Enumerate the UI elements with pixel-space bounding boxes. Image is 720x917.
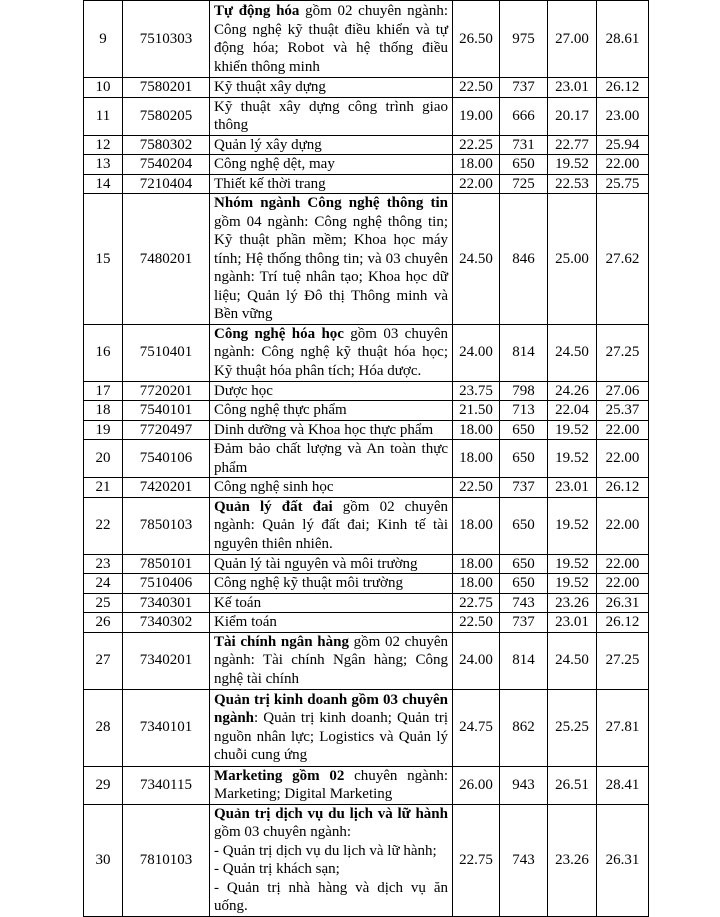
score-cell-2: 666 — [500, 97, 548, 135]
score-cell-1: 22.50 — [453, 613, 500, 633]
score-cell-4: 28.41 — [597, 766, 649, 804]
score-cell-4: 27.62 — [597, 194, 649, 325]
row-number-cell: 25 — [84, 593, 123, 613]
score-cell-2: 846 — [500, 194, 548, 325]
program-code-cell: 7580302 — [123, 135, 210, 155]
program-code-cell: 7340101 — [123, 689, 210, 766]
row-number-cell: 10 — [84, 78, 123, 98]
score-cell-2: 814 — [500, 632, 548, 689]
score-cell-4: 25.75 — [597, 174, 649, 194]
program-name-cell — [210, 478, 453, 498]
score-cell-2: 798 — [500, 381, 548, 401]
table-row — [84, 593, 649, 613]
score-cell-1: 18.00 — [453, 554, 500, 574]
program-name-text: Dinh dưỡng và Khoa học thực phẩm — [214, 421, 434, 438]
program-code-cell: 7720497 — [123, 420, 210, 440]
score-cell-2: 743 — [500, 804, 548, 916]
program-name-cell — [210, 401, 453, 421]
program-code-cell: 7540101 — [123, 401, 210, 421]
row-number-cell: 24 — [84, 574, 123, 594]
score-cell-4: 22.00 — [597, 420, 649, 440]
row-number-cell: 28 — [84, 689, 123, 766]
program-code-cell: 7480201 — [123, 194, 210, 325]
program-code-cell: 7420201 — [123, 478, 210, 498]
table-row — [84, 1, 649, 78]
program-name-cell — [210, 174, 453, 194]
program-name-text: Đảm bảo chất lượng và An toàn thực phẩm — [214, 441, 448, 476]
score-cell-1: 22.75 — [453, 593, 500, 613]
table-row — [84, 478, 649, 498]
program-code-cell: 7850103 — [123, 497, 210, 554]
program-name-text: Quản lý tài nguyên và môi trường — [214, 555, 418, 572]
table-row — [84, 135, 649, 155]
score-cell-3: 23.01 — [548, 478, 597, 498]
program-code-cell: 7720201 — [123, 381, 210, 401]
row-number-cell: 14 — [84, 174, 123, 194]
row-number-cell: 12 — [84, 135, 123, 155]
score-cell-4: 27.25 — [597, 632, 649, 689]
table-row — [84, 574, 649, 594]
score-cell-3: 25.25 — [548, 689, 597, 766]
program-name-text: Kiểm toán — [214, 614, 277, 630]
program-name-text: gồm 03 chuyên ngành: Công nghệ kỹ thuật hóa học; Kỹ thuật hóa phân tích; Hóa dược. — [214, 325, 448, 379]
row-number-cell: 15 — [84, 194, 123, 325]
program-name-cell — [210, 593, 453, 613]
score-cell-3: 22.53 — [548, 174, 597, 194]
program-name-text: Công nghệ kỹ thuật môi trường — [214, 575, 403, 591]
program-name-cell — [210, 1, 453, 78]
program-name-cell — [210, 574, 453, 594]
row-number-cell: 13 — [84, 155, 123, 175]
row-number-cell: 9 — [84, 1, 123, 78]
score-cell-2: 725 — [500, 174, 548, 194]
score-cell-3: 27.00 — [548, 1, 597, 78]
score-cell-4: 26.12 — [597, 78, 649, 98]
score-cell-2: 943 — [500, 766, 548, 804]
score-cell-2: 737 — [500, 478, 548, 498]
table-row — [84, 155, 649, 175]
row-number-cell: 27 — [84, 632, 123, 689]
program-name-text: gồm 04 ngành: Công nghệ thông tin; Kỹ thuật phần mềm; Khoa học máy tính; Hệ thống thông tin; và 03 chuyên ngành: Trí tuệ nhân tạo; Khoa học dữ liệu; Quản lý Đô thị Thông minh và Bền vững — [214, 213, 448, 322]
score-cell-3: 19.52 — [548, 574, 597, 594]
score-cell-1: 24.75 — [453, 689, 500, 766]
program-name-cell — [210, 804, 453, 916]
score-cell-3: 19.52 — [548, 440, 597, 478]
score-cell-1: 22.75 — [453, 804, 500, 916]
score-cell-2: 650 — [500, 440, 548, 478]
row-number-cell: 30 — [84, 804, 123, 916]
score-cell-4: 22.00 — [597, 574, 649, 594]
score-cell-2: 650 — [500, 574, 548, 594]
score-cell-3: 23.26 — [548, 804, 597, 916]
program-name-cell — [210, 78, 453, 98]
program-name-text: Công nghệ dệt, may — [214, 156, 335, 172]
program-code-cell: 7510406 — [123, 574, 210, 594]
score-cell-4: 23.00 — [597, 97, 649, 135]
score-cell-4: 26.31 — [597, 804, 649, 916]
table-row — [84, 440, 649, 478]
score-cell-2: 650 — [500, 497, 548, 554]
table-row — [84, 804, 649, 916]
score-cell-1: 24.00 — [453, 324, 500, 381]
program-name-bold: Quản trị kinh doanh gồm 03 chuyên ngành — [214, 691, 448, 726]
program-code-cell: 7510303 — [123, 1, 210, 78]
score-cell-4: 26.12 — [597, 478, 649, 498]
score-cell-3: 20.17 — [548, 97, 597, 135]
table-row — [84, 632, 649, 689]
program-name-text: Công nghệ sinh học — [214, 479, 334, 495]
score-cell-3: 25.00 — [548, 194, 597, 325]
score-cell-1: 18.00 — [453, 155, 500, 175]
score-cell-1: 23.75 — [453, 381, 500, 401]
score-cell-4: 26.12 — [597, 613, 649, 633]
table-row — [84, 401, 649, 421]
program-code-cell: 7810103 — [123, 804, 210, 916]
program-name-cell — [210, 632, 453, 689]
program-name-cell — [210, 155, 453, 175]
row-number-cell: 11 — [84, 97, 123, 135]
program-name-bold: Quản trị dịch vụ du lịch và lữ hành — [214, 805, 448, 822]
program-name-cell — [210, 554, 453, 574]
score-cell-2: 650 — [500, 155, 548, 175]
program-code-cell: 7340201 — [123, 632, 210, 689]
score-cell-4: 27.25 — [597, 324, 649, 381]
table-row — [84, 174, 649, 194]
table-row — [84, 689, 649, 766]
table-row — [84, 194, 649, 325]
score-cell-2: 862 — [500, 689, 548, 766]
program-name-cell — [210, 497, 453, 554]
program-code-cell: 7510401 — [123, 324, 210, 381]
row-number-cell: 17 — [84, 381, 123, 401]
program-name-text: : Quản trị kinh doanh; Quản trị nguồn nhân lực; Logistics và Quản lý chuỗi cung ứng — [214, 710, 448, 763]
score-cell-2: 814 — [500, 324, 548, 381]
score-cell-4: 22.00 — [597, 155, 649, 175]
program-name-cell — [210, 381, 453, 401]
table-row — [84, 381, 649, 401]
score-cell-4: 22.00 — [597, 497, 649, 554]
score-cell-1: 22.25 — [453, 135, 500, 155]
program-name-text: Công nghệ thực phẩm — [214, 402, 347, 418]
score-cell-4: 26.31 — [597, 593, 649, 613]
score-cell-3: 24.50 — [548, 632, 597, 689]
program-name-text: Quản lý xây dựng — [214, 136, 322, 153]
score-cell-2: 650 — [500, 554, 548, 574]
score-cell-1: 18.00 — [453, 420, 500, 440]
score-cell-4: 25.37 — [597, 401, 649, 421]
row-number-cell: 16 — [84, 324, 123, 381]
score-cell-4: 28.61 — [597, 1, 649, 78]
program-name-text: Kỹ thuật xây dựng công trình giao thông — [214, 98, 448, 133]
score-cell-4: 22.00 — [597, 554, 649, 574]
score-cell-4: 22.00 — [597, 440, 649, 478]
program-name-text: gồm 02 chuyên ngành: Quản lý đất đai; Kinh tế tài nguyên thiên nhiên. — [214, 498, 448, 552]
score-cell-3: 23.26 — [548, 593, 597, 613]
score-cell-1: 26.50 — [453, 1, 500, 78]
score-cell-3: 19.52 — [548, 554, 597, 574]
program-name-text: gồm 02 chuyên ngành: Tài chính Ngân hàng; Công nghệ tài chính — [214, 633, 448, 687]
score-cell-4: 27.06 — [597, 381, 649, 401]
score-cell-3: 23.01 — [548, 78, 597, 98]
row-number-cell: 23 — [84, 554, 123, 574]
table-row — [84, 766, 649, 804]
score-cell-1: 22.50 — [453, 478, 500, 498]
table-row — [84, 420, 649, 440]
row-number-cell: 19 — [84, 420, 123, 440]
table-row — [84, 324, 649, 381]
program-name-cell — [210, 97, 453, 135]
program-code-cell: 7340302 — [123, 613, 210, 633]
program-code-cell: 7580201 — [123, 78, 210, 98]
score-cell-2: 737 — [500, 613, 548, 633]
score-cell-3: 19.52 — [548, 155, 597, 175]
program-name-text: chuyên ngành: Marketing; Digital Marketing — [214, 767, 448, 802]
program-code-cell: 7850101 — [123, 554, 210, 574]
score-cell-1: 18.00 — [453, 574, 500, 594]
score-cell-2: 650 — [500, 420, 548, 440]
score-cell-1: 22.00 — [453, 174, 500, 194]
score-cell-1: 24.00 — [453, 632, 500, 689]
table-row — [84, 497, 649, 554]
score-cell-4: 25.94 — [597, 135, 649, 155]
program-name-cell — [210, 766, 453, 804]
table-row — [84, 613, 649, 633]
program-name-bold: Quản lý đất đai — [214, 498, 333, 515]
row-number-cell: 26 — [84, 613, 123, 633]
score-cell-2: 731 — [500, 135, 548, 155]
program-name-bold: Nhóm ngành Công nghệ thông tin — [214, 195, 448, 211]
score-cell-3: 24.50 — [548, 324, 597, 381]
program-name-text: Kế toán — [214, 594, 262, 611]
score-cell-3: 19.52 — [548, 420, 597, 440]
program-name-bold: Marketing gồm 02 — [214, 767, 345, 784]
score-cell-3: 19.52 — [548, 497, 597, 554]
score-cell-4: 27.81 — [597, 689, 649, 766]
program-code-cell: 7540106 — [123, 440, 210, 478]
program-name-cell — [210, 613, 453, 633]
score-cell-2: 737 — [500, 78, 548, 98]
score-cell-2: 713 — [500, 401, 548, 421]
program-code-cell: 7210404 — [123, 174, 210, 194]
program-name-text: Kỹ thuật xây dựng — [214, 79, 326, 95]
program-code-cell: 7340301 — [123, 593, 210, 613]
program-code-cell: 7340115 — [123, 766, 210, 804]
program-name-bold: Tự động hóa — [214, 3, 300, 19]
program-name-text: gồm 03 chuyên ngành: - Quản trị dịch vụ du lịch và lữ hành; - Quản trị khách sạn; - Quản trị nhà hàng và dịch vụ ăn uống. — [214, 824, 448, 914]
score-cell-2: 743 — [500, 593, 548, 613]
row-number-cell: 29 — [84, 766, 123, 804]
table-body — [84, 1, 649, 917]
score-cell-3: 23.01 — [548, 613, 597, 633]
admission-scores-table — [83, 0, 649, 917]
score-cell-1: 18.00 — [453, 497, 500, 554]
row-number-cell: 20 — [84, 440, 123, 478]
program-code-cell: 7580205 — [123, 97, 210, 135]
score-cell-2: 975 — [500, 1, 548, 78]
row-number-cell: 21 — [84, 478, 123, 498]
program-name-text: gồm 02 chuyên ngành: Công nghệ kỹ thuật điều khiển và tự động hóa; Robot và hệ thống điều khiển thông minh — [214, 3, 448, 75]
score-cell-1: 19.00 — [453, 97, 500, 135]
score-cell-3: 22.04 — [548, 401, 597, 421]
score-cell-1: 22.50 — [453, 78, 500, 98]
program-name-bold: Tài chính ngân hàng — [214, 633, 349, 650]
row-number-cell: 18 — [84, 401, 123, 421]
program-name-bold: Công nghệ hóa học — [214, 325, 344, 342]
score-cell-3: 26.51 — [548, 766, 597, 804]
program-name-text: Thiết kế thời trang — [214, 175, 326, 192]
score-cell-1: 24.50 — [453, 194, 500, 325]
row-number-cell: 22 — [84, 497, 123, 554]
program-name-cell — [210, 689, 453, 766]
program-name-cell — [210, 135, 453, 155]
program-name-cell — [210, 420, 453, 440]
score-cell-1: 21.50 — [453, 401, 500, 421]
score-cell-3: 22.77 — [548, 135, 597, 155]
score-cell-3: 24.26 — [548, 381, 597, 401]
table-row — [84, 97, 649, 135]
program-code-cell: 7540204 — [123, 155, 210, 175]
program-name-cell — [210, 194, 453, 325]
score-cell-1: 26.00 — [453, 766, 500, 804]
table-row — [84, 78, 649, 98]
score-cell-1: 18.00 — [453, 440, 500, 478]
program-name-text: Dược học — [214, 382, 273, 399]
program-name-cell — [210, 324, 453, 381]
table-row — [84, 554, 649, 574]
program-name-cell — [210, 440, 453, 478]
